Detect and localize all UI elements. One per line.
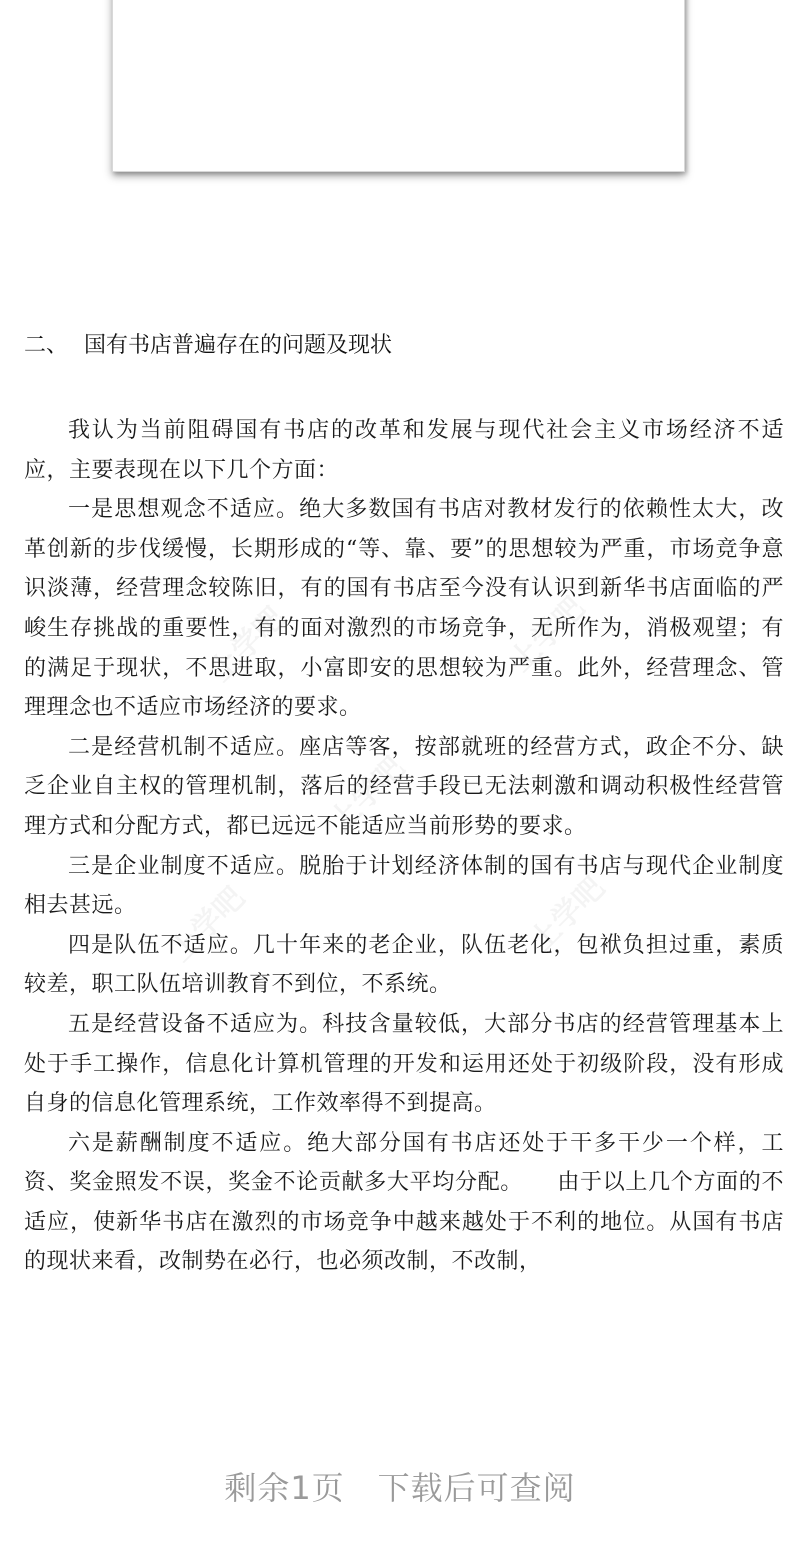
paragraph-intro: 我认为当前阻碍国有书店的改革和发展与现代社会主义市场经济不适应，主要表现在以下几个方面： [24,418,784,483]
previous-page-sheet [112,0,685,172]
paragraph-3: 三是企业制度不适应。脱胎于计划经济体制的国有书店与现代企业制度相去甚远。 [24,853,784,919]
paragraph-2: 二是经营机制不适应。座店等客，按部就班的经营方式，政企不分、缺乏企业自主权的管理机制，落后的经营手段已无法刺激和调动积极性经营管理方式和分配方式，都已远远不能适应当前形势的要求。 [24,734,784,839]
remaining-pages-notice[interactable]: 剩余1页 下载后可查阅 [224,1469,576,1507]
paragraph-5: 五是经营设备不适应为。科技含量较低，大部分书店的经营管理基本上处于手工操作，信息化计算机管理的开发和运用还处于初级阶段，没有形成自身的信息化管理系统，工作效率得不到提高。 [24,1011,784,1117]
paragraph-4: 四是队伍不适应。几十年来的老企业，队伍老化，包袱负担过重，素质较差，职工队伍培训教育不到位，不系统。 [24,932,784,998]
paragraph-1: 一是思想观念不适应。绝大多数国有书店对教材发行的依赖性太大，改革创新的步伐缓慢，长期形成的“等、靠、要”的思想较为严重，市场竞争意识淡薄，经营理念较陈旧，有的国有书店至今没有认识到新华书店面临的严峻生存挑战的重要性，有的面对激烈的市场竞争，无所作为，消极观望；有的满足于现状，不思进取，小富即安的思想较为严重。此外，经营理念、管理理念也不适应市场经济的要求。 [24,497,784,721]
section-heading [24,330,392,362]
document-body [24,411,784,1282]
paragraph-6: 六是薪酬制度不适应。绝大部分国有书店还处于干多干少一个样，工资、奖金照发不误，奖金不论贡献多大平均分配。 由于以上几个方面的不适应，使新华书店在激烈的市场竞争中越来越处于不利的地位。从国有书店的现状来看，改制势在必行，也必须改制，不改制， [24,1130,784,1275]
section-title: 国有书店普遍存在的问题及现状 [84,333,393,358]
section-number: 二、 [24,333,69,358]
